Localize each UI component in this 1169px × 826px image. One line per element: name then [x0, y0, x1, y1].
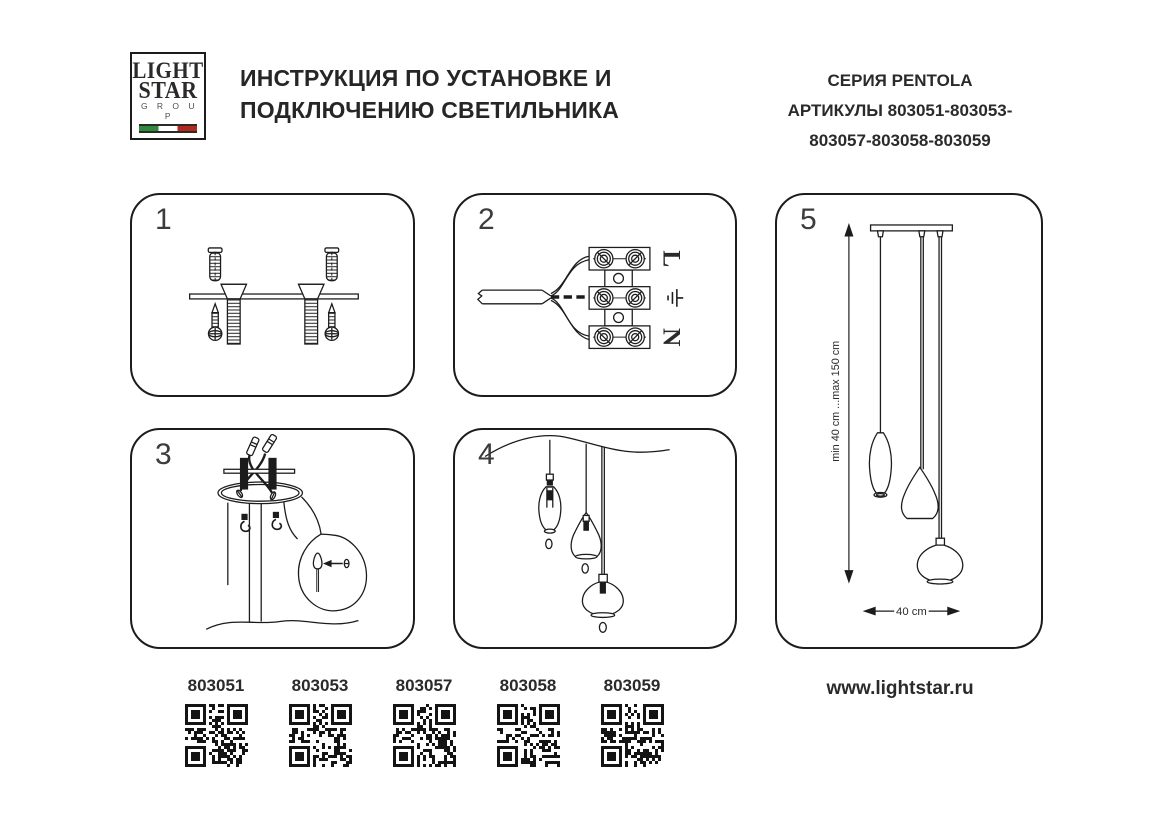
article-column: [372, 676, 476, 767]
mounting-screw-right: [298, 284, 323, 344]
terminal-block: [589, 247, 650, 348]
step-2-number: 2: [478, 203, 495, 236]
logo-flag: [139, 124, 197, 133]
step-2-panel: [453, 193, 737, 397]
qr-code: [601, 704, 664, 767]
wall-plug-left: [208, 248, 222, 281]
label-neutral: [658, 328, 687, 347]
wire-neutral: [551, 300, 589, 339]
step-5-number: 5: [800, 203, 817, 236]
page-title-line2: ПОДКЛЮЧЕНИЮ СВЕТИЛЬНИКА: [240, 97, 620, 123]
page-title-line1: ИНСТРУКЦИЯ ПО УСТАНОВКЕ И: [240, 65, 612, 91]
cord-2: [921, 237, 923, 469]
article-code: 803053: [291, 676, 349, 695]
wall-plug-right: [325, 248, 339, 281]
label-live: [658, 250, 687, 267]
step3-illustration-canopy: [132, 430, 413, 647]
article-column: [268, 676, 372, 767]
ceiling-canopy: [218, 482, 302, 504]
step5-illustration-dimensions: [777, 195, 1041, 647]
svg-text:N: N: [657, 327, 687, 347]
pendant-lamp-1: [539, 440, 561, 549]
qr-code: [185, 704, 248, 767]
small-screw-right: [325, 304, 338, 341]
series-header: [752, 66, 1048, 156]
mounting-bar: [224, 469, 295, 473]
step-4-panel: [453, 428, 737, 649]
step-5-panel: [775, 193, 1043, 649]
articles-line1: АРТИКУЛЫ 803051-803053-: [787, 101, 1013, 120]
article-code: 803051: [187, 676, 245, 695]
article-column: [164, 676, 268, 767]
articles-line2: 803057-803058-803059: [809, 131, 991, 150]
wall-line: [206, 620, 358, 629]
logo-light-text: LIGHT: [132, 56, 204, 84]
qr-code: [497, 704, 560, 767]
step-4-number: 4: [478, 438, 495, 471]
svg-text:L: L: [657, 250, 687, 268]
shade-onion: [917, 538, 962, 584]
ground-icon: [668, 289, 683, 307]
step-3-number: 3: [155, 438, 172, 471]
height-dimension-label: [830, 341, 842, 462]
pendant-lamp-2: [571, 444, 601, 573]
logo-star-text: STAR: [138, 75, 198, 104]
qr-code: [393, 704, 456, 767]
step1-illustration-hardware: [132, 195, 413, 395]
step-1-panel: [130, 193, 415, 397]
page-title: [240, 62, 619, 126]
article-code: 803058: [499, 676, 557, 695]
step2-illustration-wiring: [455, 195, 735, 395]
step-1-number: 1: [155, 203, 172, 236]
mounting-post: [241, 458, 248, 488]
article-code: 803057: [395, 676, 453, 695]
shade-elongated: [869, 433, 891, 497]
mounting-screw-left: [221, 284, 246, 344]
fixture-body: [228, 502, 298, 623]
width-dimension-label: 40 cm: [896, 606, 927, 619]
step4-illustration-pendants: [455, 430, 735, 647]
ceiling-line: [485, 436, 670, 457]
lightstar-logo: [130, 52, 206, 140]
height-dimension-arrow: [845, 225, 852, 582]
qr-code: [289, 704, 352, 767]
series-name: СЕРИЯ PENTOLA: [827, 71, 973, 90]
detail-bubble: [298, 497, 366, 611]
svg-text:min 40 cm ...max 150 cm: min 40 cm ...max 150 cm: [830, 340, 843, 462]
article-code: 803059: [603, 676, 661, 695]
website-link[interactable]: www.lightstar.ru: [826, 678, 974, 699]
mains-cable: [478, 290, 551, 304]
shade-teardrop: [901, 467, 938, 518]
logo-group-text: G R O U P: [140, 101, 199, 121]
mounting-bracket-bar: [190, 294, 359, 299]
step-3-panel: [130, 428, 415, 649]
article-column: [580, 676, 684, 767]
article-column: [476, 676, 580, 767]
small-screw-left: [208, 304, 221, 341]
cord-3: [939, 237, 941, 538]
ceiling-plate: [871, 225, 953, 237]
